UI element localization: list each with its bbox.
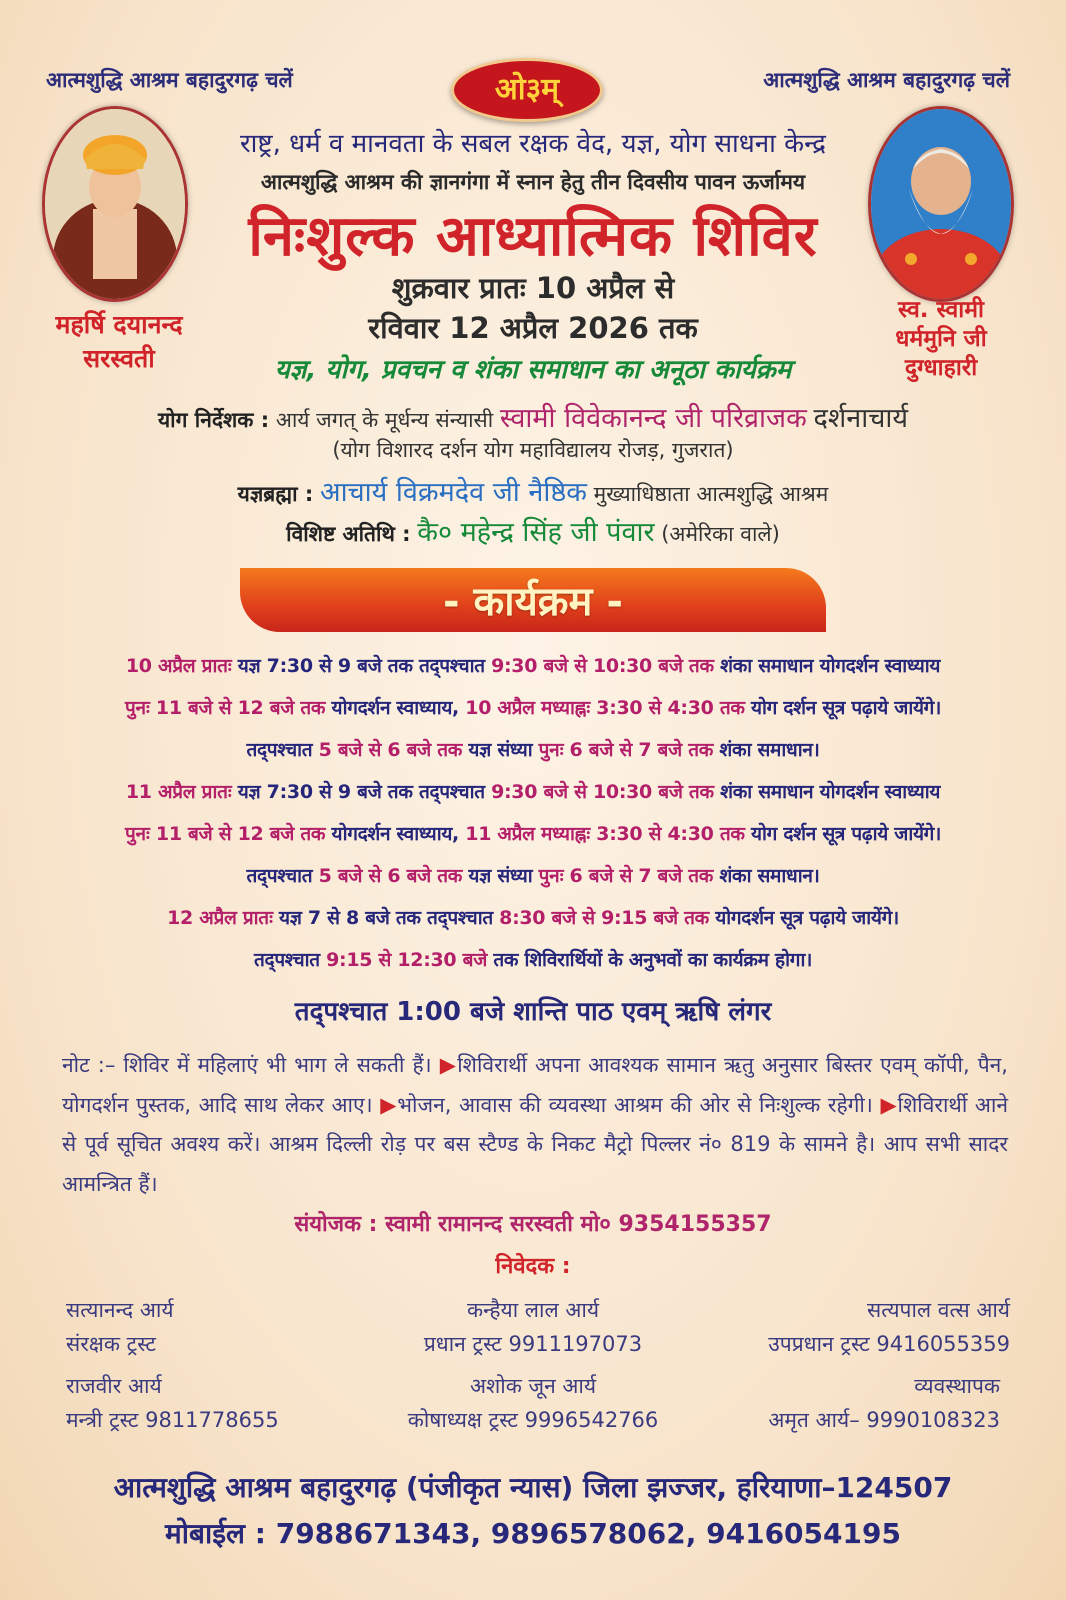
yajna-line — [0, 472, 1066, 509]
yajna-label: यज्ञब्रह्मा : — [237, 482, 314, 506]
signatory-role: संरक्षक ट्रस्ट — [66, 1332, 156, 1356]
schedule-text: यज्ञ 7:30 से 9 बजे तक तद्पश्चात — [231, 655, 492, 677]
schedule-text: योग दर्शन सूत्र पढ़ाये जायेंगे। — [744, 697, 941, 719]
om-symbol: ओ३म् — [451, 58, 603, 122]
tagline: यज्ञ, योग, प्रवचन व शंका समाधान का अनूठा कार्यक्रम — [274, 355, 792, 385]
schedule-text: योग दर्शन सूत्र पढ़ाये जायेंगे। — [744, 823, 941, 845]
signatory-name: व्यवस्थापक — [914, 1374, 1000, 1398]
left-caption-line-2: सरस्वती — [83, 344, 155, 373]
schedule-highlight: पुनः 11 बजे से 12 बजे तक — [125, 697, 326, 719]
note-paragraph — [62, 1046, 1008, 1204]
nivedak-label: निवेदक : — [495, 1254, 571, 1279]
left-portrait-image — [42, 106, 188, 302]
bullet-triangle-icon: ▶ — [880, 1092, 898, 1117]
date-to: रविवार 12 अप्रैल 2026 तक — [368, 311, 698, 345]
program-heading: - कार्यक्रम - — [443, 579, 623, 625]
page-title: निःशुल्क आध्यात्मिक शिविर — [248, 204, 818, 269]
schedule-highlight: 12 अप्रैल प्रातः — [167, 907, 273, 929]
schedule-highlight: 5 बजे से 6 बजे तक — [318, 739, 463, 761]
schedule-line — [30, 694, 1036, 720]
schedule-highlight: पुनः 6 बजे से 7 बजे तक — [538, 739, 714, 761]
schedule-highlight: 9:30 बजे से 10:30 बजे तक — [491, 781, 714, 803]
note-part-1: नोट :– शिविर में महिलाएं भी भाग ले सकती हैं। — [62, 1053, 432, 1077]
header-line-1: राष्ट्र, धर्म व मानवता के सबल रक्षक वेद, यज्ञ, योग साधना केन्द्र — [240, 129, 826, 159]
header-tagline-right: आत्मशुद्धि आश्रम बहादुरगढ़ चलें — [763, 68, 1010, 92]
schedule-text: तक शिविरार्थियों के अनुभवों का कार्यक्रम होगा। — [487, 949, 812, 971]
guest-post: (अमेरिका वाले) — [661, 522, 780, 546]
left-caption-line-1: महर्षि दयानन्द — [55, 310, 183, 339]
note-part-2: शिविरार्थी अपना आवश्यक सामान ऋतु अनुसार बिस्तर एवम् कॉपी, पैन, योगदर्शन पुस्तक, आदि साथ लेकर आए। — [62, 1053, 1008, 1117]
yoga-director-label: योग निर्देशक : — [158, 408, 270, 432]
bullet-triangle-icon: ▶ — [439, 1053, 458, 1077]
signatory-role: उपप्रधान ट्रस्ट 9416055359 — [768, 1332, 1010, 1356]
schedule-highlight: 10 अप्रैल प्रातः — [125, 655, 232, 677]
schedule-highlight: पुनः 11 बजे से 12 बजे तक — [125, 823, 326, 845]
yajna-post: मुख्याधिष्ठाता आत्मशुद्धि आश्रम — [593, 482, 829, 506]
yoga-director-line — [0, 398, 1066, 435]
schedule-text: यज्ञ 7 से 8 बजे तक तद्पश्चात — [272, 907, 500, 929]
schedule-text: शंका समाधान योगदर्शन स्वाध्याय — [713, 781, 941, 803]
header-line-2: आत्मशुद्धि आश्रम की ज्ञानगंगा में स्नान हेतु तीन दिवसीय पावन ऊर्जामय — [260, 170, 806, 194]
yoga-director-post: दर्शनाचार्य — [813, 403, 908, 434]
signatory-name: अशोक जून आर्य — [469, 1374, 597, 1398]
schedule-highlight: पुनः 6 बजे से 7 बजे तक — [538, 865, 714, 887]
right-caption-line-3: दुग्धाहारी — [904, 355, 978, 381]
signatory-role: कोषाध्यक्ष ट्रस्ट 9996542766 — [407, 1408, 659, 1432]
signatory-name: सत्यपाल वत्स आर्य — [867, 1298, 1010, 1322]
schedule-line — [30, 820, 1036, 846]
schedule-text: तद्पश्चात — [246, 865, 319, 887]
schedule-line — [30, 862, 1036, 888]
schedule-text: तद्पश्चात — [254, 949, 327, 971]
schedule-highlight: 9:15 से 12:30 बजे — [326, 949, 487, 971]
schedule-highlight: 5 बजे से 6 बजे तक — [318, 865, 463, 887]
signatory-name: सत्यानन्द आर्य — [66, 1298, 174, 1322]
signatory-name: राजवीर आर्य — [66, 1374, 162, 1398]
yoga-director-name: स्वामी विवेकानन्द जी परिव्राजक — [499, 403, 807, 434]
guest-line — [0, 512, 1066, 549]
schedule-line — [30, 652, 1036, 678]
yajna-name: आचार्य विक्रमदेव जी नैष्ठिक — [319, 477, 587, 508]
schedule-text: शंका समाधान। — [713, 865, 820, 887]
convener-line: संयोजक : स्वामी रामानन्द सरस्वती मो० 9354155357 — [294, 1212, 772, 1237]
schedule-text: यज्ञ 7:30 से 9 बजे तक तद्पश्चात — [231, 781, 492, 803]
schedule-text: शंका समाधान। — [713, 739, 820, 761]
schedule-highlight: 9:30 बजे से 10:30 बजे तक — [491, 655, 714, 677]
right-caption-line-1: स्व. स्वामी — [898, 297, 984, 323]
note-part-3: भोजन, आवास की व्यवस्था आश्रम की ओर से निःशुल्क रहेगी। — [397, 1092, 873, 1117]
schedule-text: तद्पश्चात — [246, 739, 319, 761]
schedule-highlight: 11 अप्रैल मध्याह्नः 3:30 से 4:30 तक — [465, 823, 745, 845]
footer-mobile: मोबाईल : 7988671343, 9896578062, 9416054195 — [165, 1517, 901, 1550]
schedule-text: यज्ञ संध्या — [462, 739, 539, 761]
date-from: शुक्रवार प्रातः 10 अप्रैल से — [391, 271, 675, 305]
note-part-4: शिविरार्थी आने से पूर्व सूचित अवश्य करें। आश्रम दिल्ली रोड़ पर बस स्टैण्ड के निकट मैट्रो पिल्लर नं० 819 के सामने है। आप सभी सादर आमन्त्रित हैं। — [62, 1092, 1008, 1196]
yoga-director-pre: आर्य जगत् के मूर्धन्य संन्यासी — [275, 408, 494, 432]
schedule-text: योगदर्शन स्वाध्याय, — [325, 823, 466, 845]
schedule-line — [30, 904, 1036, 930]
signatory-name: कन्हैया लाल आर्य — [466, 1298, 600, 1322]
signatory-role: अमृत आर्य– 9990108323 — [768, 1408, 1000, 1432]
schedule-text: यज्ञ संध्या — [462, 865, 539, 887]
schedule-highlight: 10 अप्रैल मध्याह्नः 3:30 से 4:30 तक — [465, 697, 745, 719]
yoga-director-sub: (योग विशारद दर्शन योग महाविद्यालय रोजड़, गुजरात) — [332, 438, 734, 462]
signatory-role: मन्त्री ट्रस्ट 9811778655 — [66, 1408, 279, 1432]
schedule-highlight: 8:30 बजे से 9:15 बजे तक — [499, 907, 709, 929]
right-caption-line-2: धर्ममुनि जी — [895, 326, 987, 352]
schedule-line — [30, 946, 1036, 972]
footer-address: आत्मशुद्धि आश्रम बहादुरगढ़ (पंजीकृत न्यास) जिला झज्जर, हरियाणा–124507 — [113, 1471, 953, 1504]
schedule-text: शंका समाधान योगदर्शन स्वाध्याय — [713, 655, 941, 677]
signatory-role: प्रधान ट्रस्ट 9911197073 — [423, 1332, 643, 1356]
schedule-highlight: 11 अप्रैल प्रातः — [125, 781, 232, 803]
schedule-line — [30, 736, 1036, 762]
bullet-triangle-icon: ▶ — [380, 1092, 398, 1117]
header-tagline-left: आत्मशुद्धि आश्रम बहादुरगढ़ चलें — [46, 68, 293, 92]
closing-line: तद्पश्चात 1:00 बजे शान्ति पाठ एवम् ऋषि लंगर — [294, 997, 772, 1027]
schedule-text: योगदर्शन सूत्र पढ़ाये जायेंगे। — [708, 907, 899, 929]
schedule-text: योगदर्शन स्वाध्याय, — [325, 697, 466, 719]
schedule-line — [30, 778, 1036, 804]
guest-label: विशिष्ट अतिथि : — [286, 522, 411, 546]
guest-name: कै० महेन्द्र सिंह जी पंवार — [417, 517, 655, 548]
